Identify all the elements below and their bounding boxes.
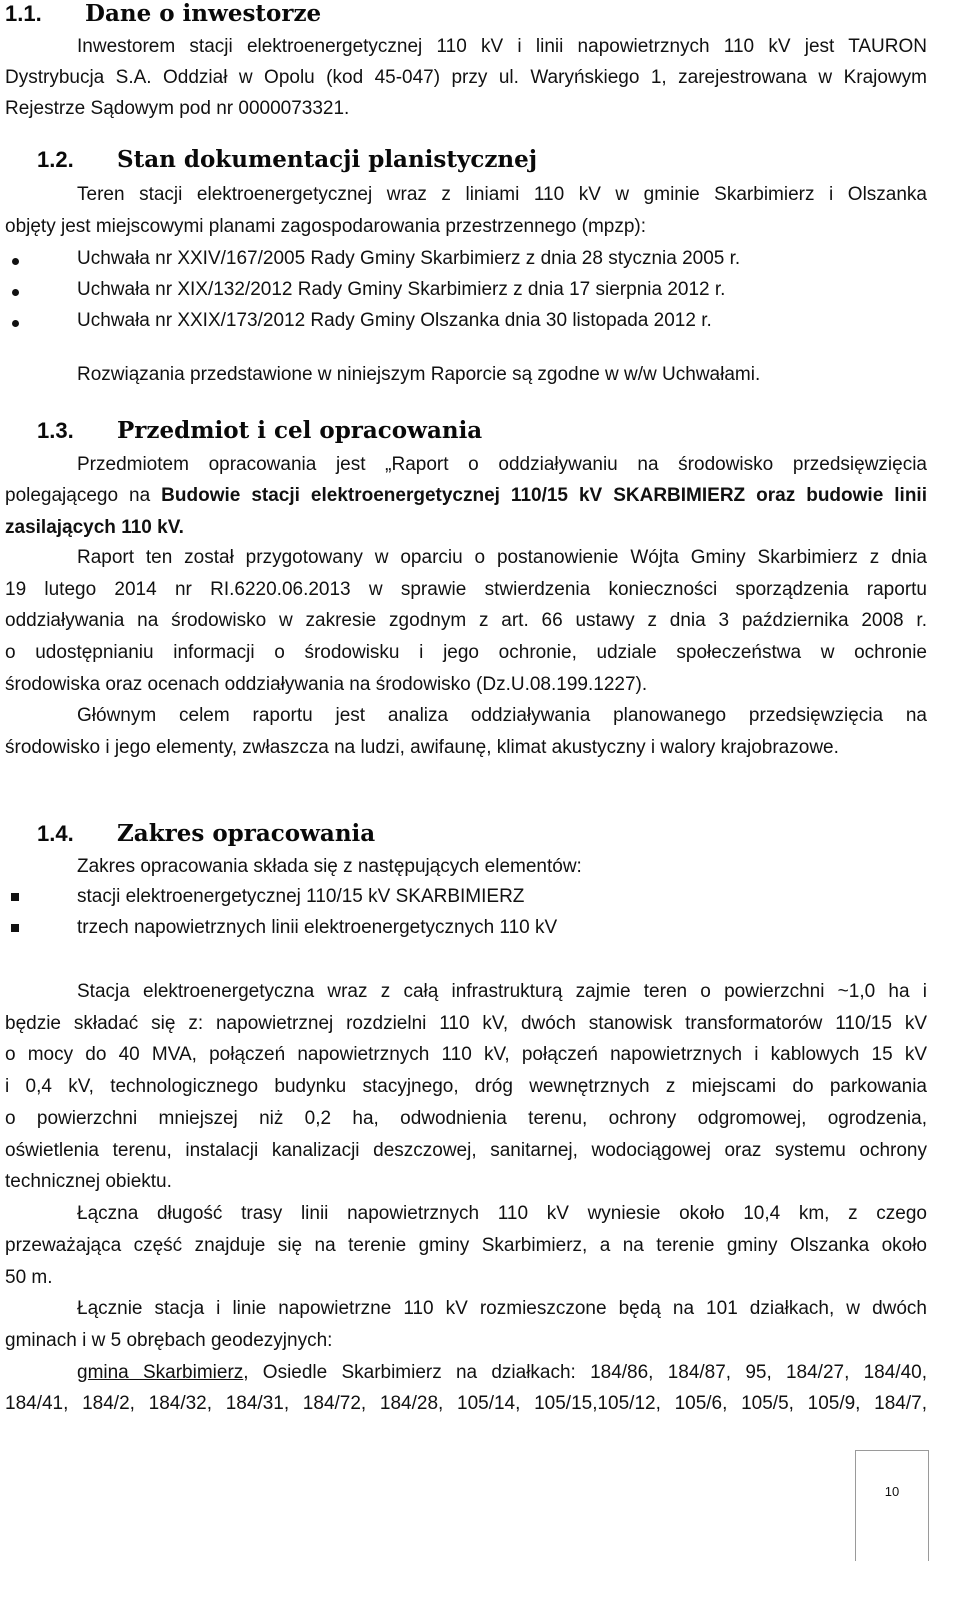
bullet-icon — [12, 320, 19, 327]
paragraph-line: technicznej obiektu. — [5, 1171, 172, 1192]
paragraph-line: Dystrybucja S.A. Oddział w Opolu (kod 45-047) przy ul. Waryńskiego 1, zarejestrowana w Krajowym — [5, 67, 927, 88]
section-heading-1-2 — [37, 146, 537, 173]
paragraph-line: Rejestrze Sądowym pod nr 0000073321. — [5, 98, 350, 119]
paragraph-line — [5, 485, 927, 507]
paragraph-line — [5, 517, 927, 539]
paragraph-line: Inwestorem stacji elektroenergetycznej 110 kV i linii napowietrznych 110 kV jest TAURON — [77, 36, 927, 57]
paragraph-line: gminach i w 5 obrębach geodezyjnych: — [5, 1330, 333, 1351]
paragraph-line: o udostępnianiu informacji o środowisku i jego ochronie, udziale społeczeństwa w ochronie — [5, 642, 927, 663]
page-number-box — [855, 1450, 929, 1561]
bold-text: Budowie stacji elektroenergetycznej 110/15 kV SKARBIMIERZ oraz budowie linii — [161, 485, 927, 506]
paragraph-line: środowisko i jego elementy, zwłaszcza na ludzi, awifaunę, klimat akustyczny i walory krajobrazowe. — [5, 737, 839, 758]
section-number: 1.2. — [37, 147, 74, 172]
section-heading-1-4 — [37, 820, 375, 847]
bullet-icon — [12, 258, 19, 265]
section-title: Przedmiot i cel opracowania — [117, 417, 483, 444]
paragraph-line: oświetlenia terenu, instalacji kanalizacji deszczowej, sanitarnej, wodociągowej oraz systemu ochrony — [5, 1140, 927, 1161]
paragraph-line: 184/41, 184/2, 184/32, 184/31, 184/72, 184/28, 105/14, 105/15,105/12, 105/6, 105/5, 105/9, 184/7, — [5, 1393, 927, 1414]
bold-text: zasilających 110 kV. — [5, 517, 184, 538]
section-number: 1.4. — [37, 821, 74, 846]
paragraph-line: Głównym celem raportu jest analiza oddziaływania planowanego przedsięwzięcia na — [77, 705, 927, 726]
text-span: , Osiedle Skarbimierz na działkach: 184/86, 184/87, 95, 184/27, 184/40, — [243, 1362, 927, 1383]
paragraph-line: 19 lutego 2014 nr RI.6220.06.2013 w sprawie stwierdzenia konieczności sporządzenia raportu — [5, 579, 927, 600]
section-heading-1-3 — [37, 417, 482, 444]
bullet-square-icon — [11, 924, 19, 932]
section-number: 1.1. — [5, 1, 42, 26]
paragraph-line: środowiska oraz ocenach oddziaływania na środowisko (Dz.U.08.199.1227). — [5, 674, 648, 695]
section-title: Dane o inwestorze — [85, 0, 322, 27]
paragraph-line: Raport ten został przygotowany w oparciu o postanowienie Wójta Gminy Skarbimierz z dnia — [77, 547, 927, 568]
paragraph-line: Łącznie stacja i linie napowietrzne 110 kV rozmieszczone będą na 101 działkach, w dwóch — [77, 1298, 927, 1319]
paragraph-line: o mocy do 40 MVA, połączeń napowietrznych 110 kV, połączeń napowietrznych i kablowych 15 kV — [5, 1044, 927, 1065]
paragraph-line: o powierzchni mniejszej niż 0,2 ha, odwodnienia terenu, ochrony odgromowej, ogrodzenia, — [5, 1108, 927, 1129]
paragraph-line — [77, 1362, 927, 1384]
paragraph-line: Teren stacji elektroenergetycznej wraz z liniami 110 kV w gminie Skarbimierz i Olszanka — [77, 184, 927, 205]
paragraph-line: przeważająca część znajduje się na terenie gminy Skarbimierz, a na terenie gminy Olszanka około — [5, 1235, 927, 1256]
paragraph-line: Rozwiązania przedstawione w niniejszym Raporcie są zgodne w w/w Uchwałami. — [77, 364, 761, 385]
paragraph-line: Zakres opracowania składa się z następujących elementów: — [77, 856, 582, 877]
section-heading-1-1 — [5, 0, 321, 27]
paragraph-line: oddziaływania na środowisko w zakresie zgodnym z art. 66 ustawy z dnia 3 października 2008 r. — [5, 610, 927, 631]
underlined-text: gmina Skarbimierz — [77, 1362, 244, 1383]
page-number: 10 — [884, 1484, 900, 1499]
list-item: stacji elektroenergetycznej 110/15 kV SKARBIMIERZ — [77, 886, 525, 907]
paragraph-line: będzie składać się z: napowietrznej rozdzielni 110 kV, dwóch stanowisk transformatorów 110/15 kV — [5, 1013, 927, 1034]
paragraph-line: Łączna długość trasy linii napowietrznych 110 kV wyniesie około 10,4 km, z czego — [77, 1203, 927, 1224]
paragraph-line: 50 m. — [5, 1267, 53, 1288]
paragraph-line: objęty jest miejscowymi planami zagospodarowania przestrzennego (mpzp): — [5, 216, 647, 237]
paragraph-line: Przedmiotem opracowania jest „Raport o oddziaływaniu na środowisko przedsięwzięcia — [77, 454, 927, 475]
bullet-icon — [12, 289, 19, 296]
list-item: trzech napowietrznych linii elektroenergetycznych 110 kV — [77, 917, 558, 938]
paragraph-line: Stacja elektroenergetyczna wraz z całą infrastrukturą zajmie teren o powierzchni ~1,0 ha i — [77, 981, 927, 1002]
list-item: Uchwała nr XXIX/173/2012 Rady Gminy Olszanka dnia 30 listopada 2012 r. — [77, 310, 712, 331]
text-span: polegającego na — [5, 485, 162, 506]
section-title: Stan dokumentacji planistycznej — [117, 146, 538, 173]
section-title: Zakres opracowania — [117, 820, 376, 847]
paragraph-line: i 0,4 kV, technologicznego budynku stacyjnego, dróg wewnętrznych z miejscami do parkowania — [5, 1076, 927, 1097]
section-number: 1.3. — [37, 418, 74, 443]
list-item: Uchwała nr XIX/132/2012 Rady Gminy Skarbimierz z dnia 17 sierpnia 2012 r. — [77, 279, 726, 300]
bullet-square-icon — [11, 893, 19, 901]
list-item: Uchwała nr XXIV/167/2005 Rady Gminy Skarbimierz z dnia 28 stycznia 2005 r. — [77, 248, 741, 269]
